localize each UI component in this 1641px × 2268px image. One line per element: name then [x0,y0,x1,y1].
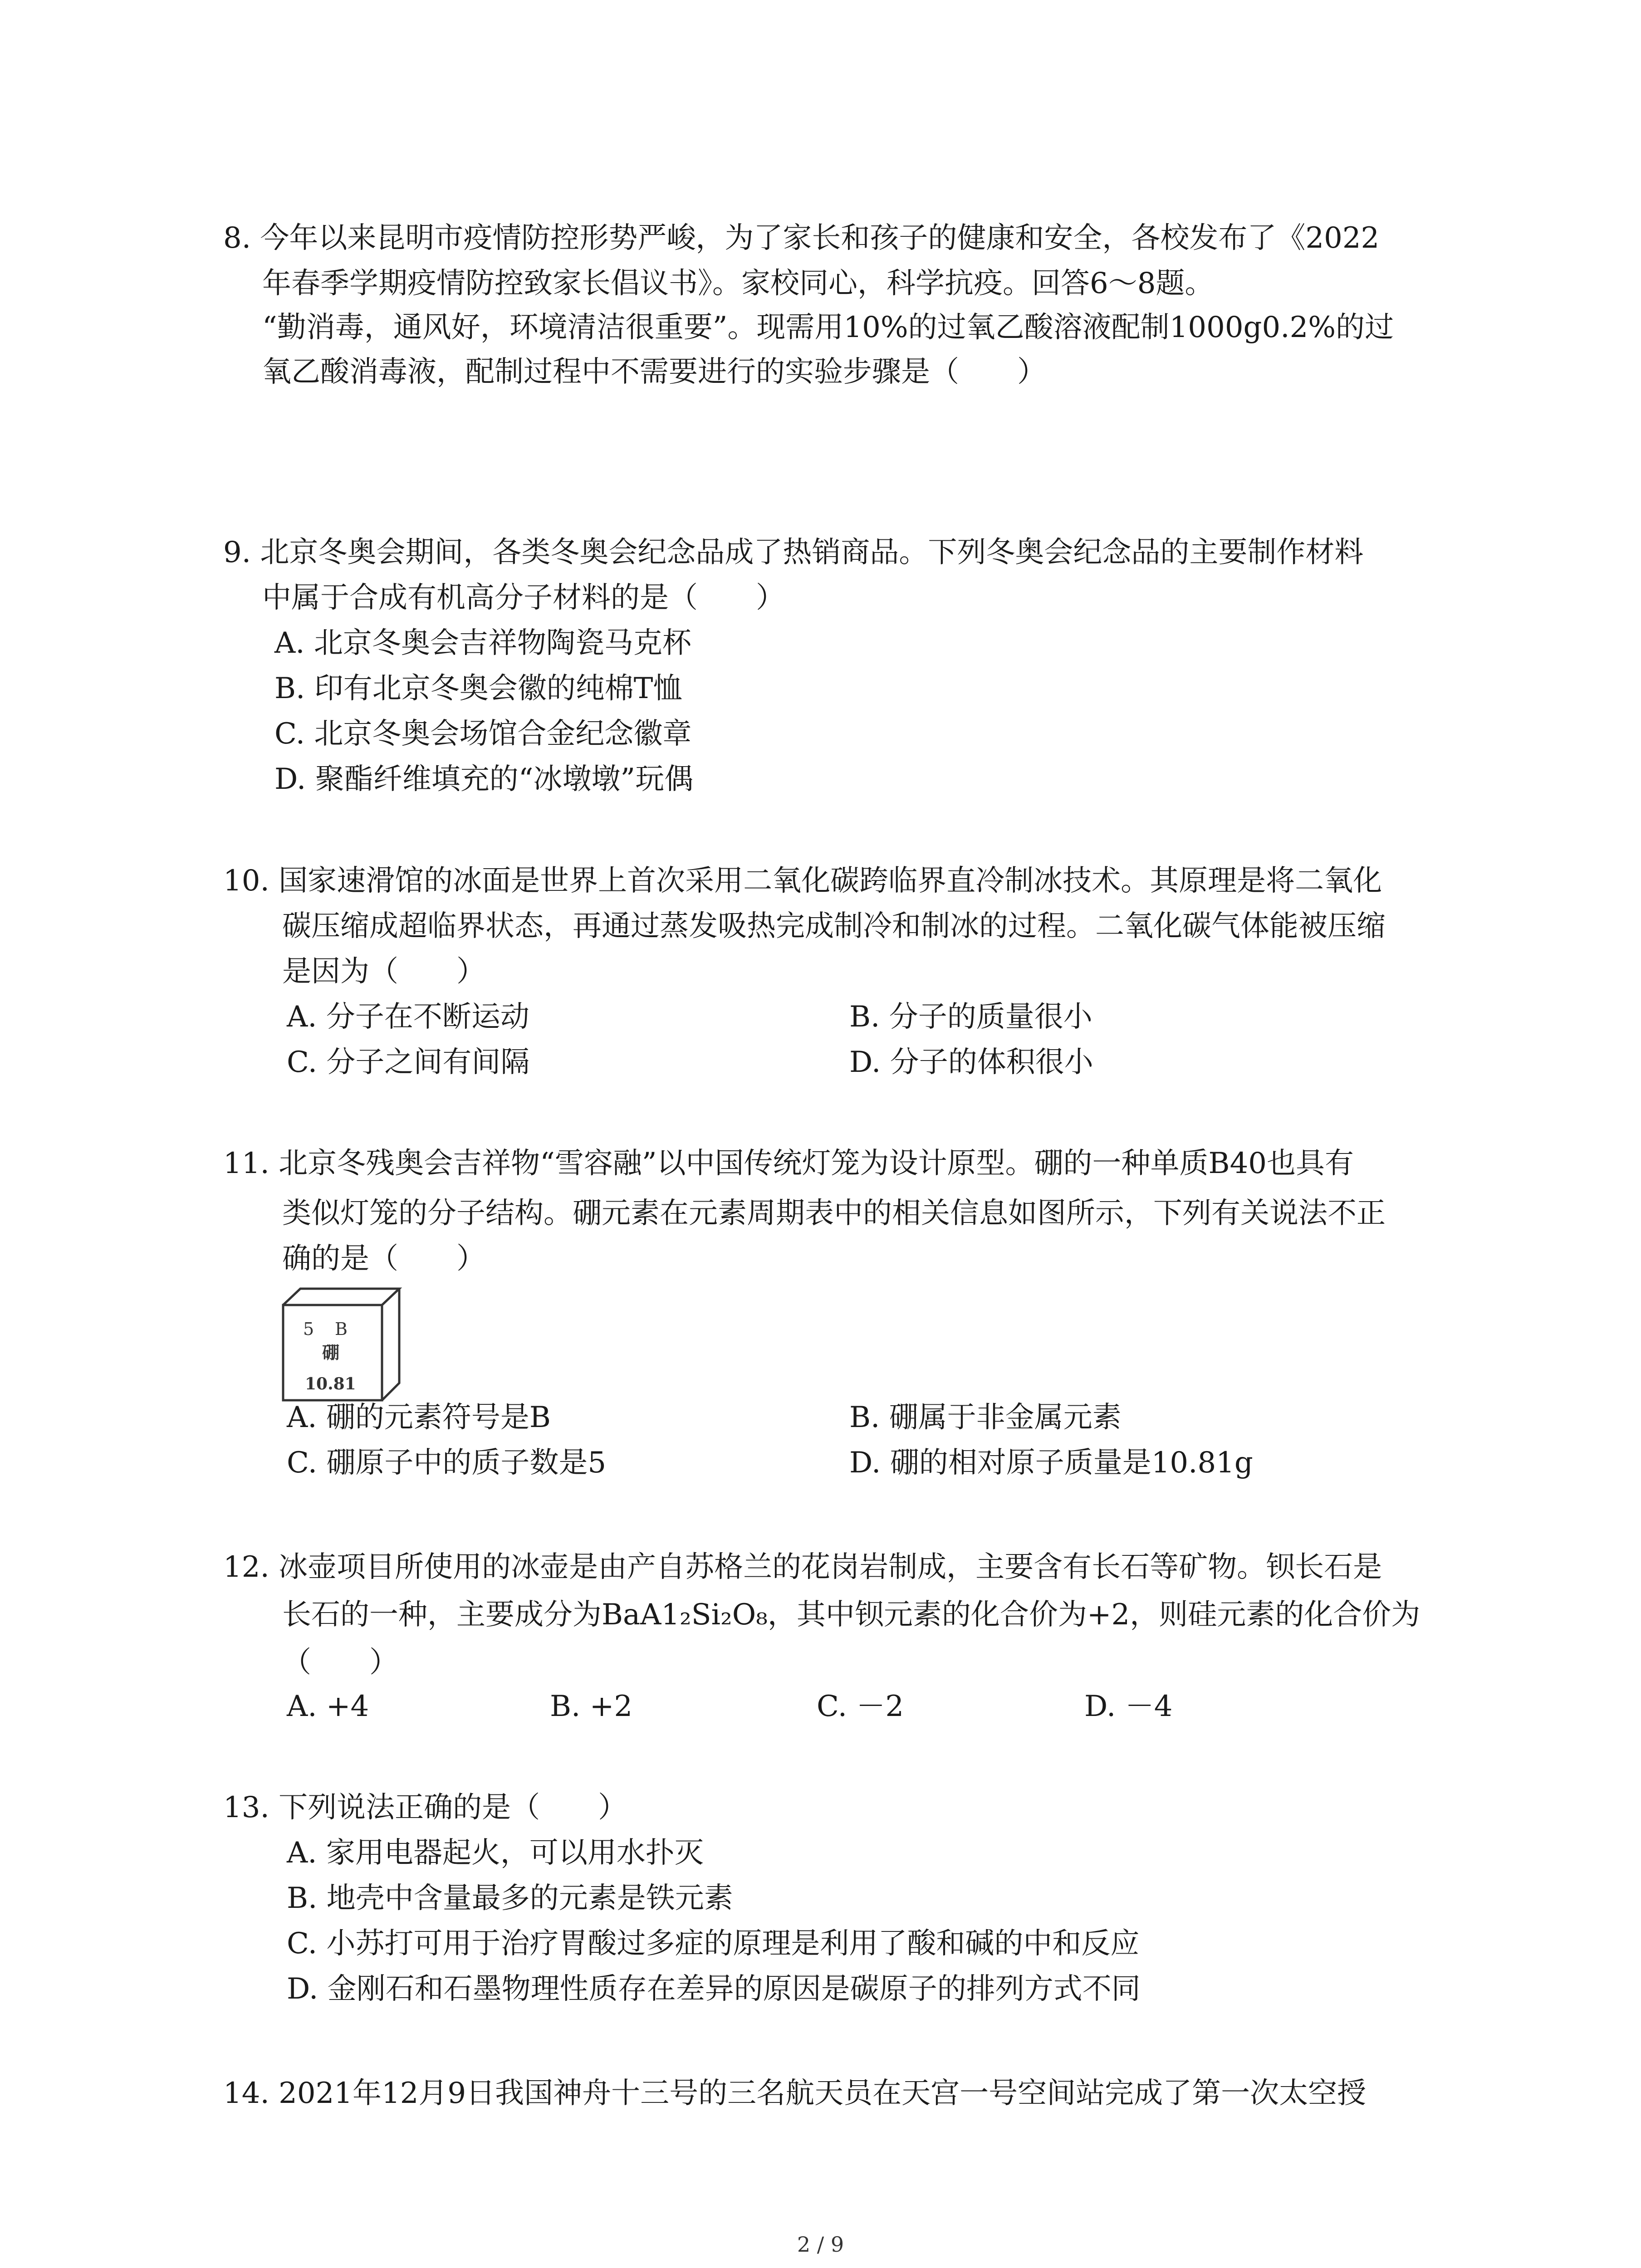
periodic-table-cell-graphic [280,1286,403,1404]
q10-option-d: D. 分子的体积很小 [849,1046,1093,1079]
q12-option-b: B. +2 [550,1690,633,1723]
q11-line-2: 类似灯笼的分子结构。硼元素在元素周期表中的相关信息如图所示，下列有关说法不正 [282,1197,1386,1230]
q9-option-b: B. 印有北京冬奥会徽的纯棉T恤 [274,672,682,705]
q8-line-1: 8. 今年以来昆明市疫情防控形势严峻，为了家长和孩子的健康和安全，各校发布了《2022 [223,221,1380,255]
q10-option-c: C. 分子之间有间隔 [287,1046,530,1079]
q11-line-1: 11. 北京冬残奥会吉祥物“雪容融”以中国传统灯笼为设计原型。硼的一种单质B40也具有 [223,1147,1354,1180]
element-symbol: B [335,1319,348,1339]
q10-option-b: B. 分子的质量很小 [849,1000,1092,1034]
q9-line-2: 中属于合成有机高分子材料的是（ ） [262,581,785,615]
q13-option-d: D. 金刚石和石墨物理性质存在差异的原因是碳原子的排列方式不同 [287,1972,1141,2006]
q9-option-a: A. 北京冬奥会吉祥物陶瓷马克杯 [274,626,691,660]
q12-line-3: （ ） [282,1646,398,1679]
q10-line-1: 10. 国家速滑馆的冰面是世界上首次采用二氧化碳跨临界直冷制冰技术。其原理是将二氧化 [223,864,1382,898]
q12-line-2: 长石的一种，主要成分为BaA1₂Si₂O₈，其中钡元素的化合价为+2，则硅元素的化合价为 [282,1598,1421,1632]
q8-line-3: “勤消毒，通风好，环境清洁很重要”。现需用10%的过氧乙酸溶液配制1000g0.2%的过 [262,311,1394,344]
q9-option-d: D. 聚酯纤维填充的“冰墩墩”玩偶 [274,763,694,796]
q12-option-d: D. －4 [1084,1690,1173,1723]
q11-line-3: 确的是（ ） [282,1242,485,1276]
page-number: 2 / 9 [797,2232,844,2257]
q8-line-4: 氧乙酸消毒液，配制过程中不需要进行的实验步骤是（ ） [262,355,1046,389]
q12-option-c: C. －2 [817,1690,904,1723]
element-name: 硼 [322,1342,340,1363]
q14-line-1: 14. 2021年12月9日我国神舟十三号的三名航天员在天宫一号空间站完成了第一次太空授 [223,2077,1367,2110]
q11-option-d: D. 硼的相对原子质量是10.81g [849,1446,1253,1480]
q13-option-a: A. 家用电器起火，可以用水扑灭 [287,1836,704,1870]
q10-option-a: A. 分子在不断运动 [287,1000,529,1034]
q13-option-c: C. 小苏打可用于治疗胃酸过多症的原理是利用了酸和碱的中和反应 [287,1927,1140,1960]
q11-option-c: C. 硼原子中的质子数是5 [287,1446,607,1480]
q13-line-1: 13. 下列说法正确的是（ ） [223,1791,627,1824]
q12-option-a: A. +4 [287,1690,369,1723]
q8-line-2: 年春季学期疫情防控致家长倡议书》。家校同心，科学抗疫。回答6～8题。 [262,267,1214,300]
q10-line-2: 碳压缩成超临界状态，再通过蒸发吸热完成制冷和制冰的过程。二氧化碳气体能被压缩 [282,909,1386,943]
q9-line-1: 9. 北京冬奥会期间，各类冬奥会纪念品成了热销商品。下列冬奥会纪念品的主要制作材料 [223,536,1364,569]
element-mass: 10.81 [305,1374,356,1393]
q12-line-1: 12. 冰壶项目所使用的冰壶是由产自苏格兰的花岗岩制成，主要含有长石等矿物。钡长石是 [223,1550,1382,1584]
element-number: 5 [303,1319,314,1339]
periodic-table-cell-boron [280,1286,403,1406]
q13-option-b: B. 地壳中含量最多的元素是铁元素 [287,1882,733,1915]
q11-option-b: B. 硼属于非金属元素 [849,1401,1122,1434]
q10-line-3: 是因为（ ） [282,955,485,988]
q9-option-c: C. 北京冬奥会场馆合金纪念徽章 [274,717,692,751]
q11-option-a: A. 硼的元素符号是B [287,1401,551,1434]
